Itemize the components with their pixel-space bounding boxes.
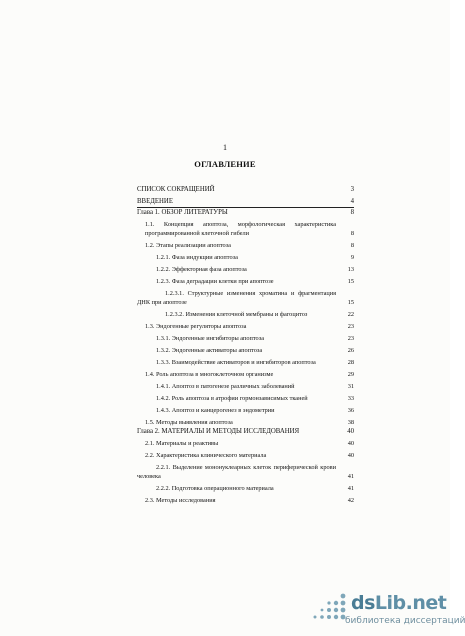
toc-entry-text: 2.2.1. Выделение мононуклеарных клеток периферической крови человека — [137, 464, 336, 481]
toc-entry-page: 3 — [350, 186, 354, 193]
toc-entry-page: 41 — [347, 473, 354, 481]
toc-entry-text: ВВЕДЕНИЕ — [137, 198, 173, 205]
dslib-watermark — [307, 592, 465, 632]
toc-entry[interactable] — [137, 220, 354, 238]
toc-entry[interactable] — [137, 394, 354, 403]
toc-entry-page: 13 — [347, 266, 354, 274]
toc-entry[interactable] — [137, 484, 354, 493]
toc-entry-page: 33 — [347, 395, 354, 403]
toc-entry-page: 40 — [347, 428, 354, 436]
toc-entry-text: 1.3. Эндогенные регуляторы апоптоза — [145, 323, 247, 331]
toc-entry-text: 1.4. Роль апоптоза в многоклеточном организме — [145, 371, 274, 379]
toc-entry-text: 1.2.2. Эффекторная фаза апоптоза — [156, 266, 247, 274]
toc-entry-page: 8 — [350, 230, 354, 238]
toc-entry-text: 1.4.1. Апоптоз в патогенезе различных заболеваний — [156, 383, 295, 391]
toc-entry-page: 41 — [347, 485, 354, 493]
toc-entry-page: 29 — [347, 371, 354, 379]
toc-entry[interactable] — [137, 334, 354, 343]
toc-entry-text: 1.3.3. Взаимодействие активаторов и ингибиторов апоптоза — [156, 359, 316, 367]
toc-entry-text: 2.3. Методы исследования — [145, 497, 216, 505]
toc-entry-text: 1.2.3.1. Структурные изменения хроматина и фрагментация ДНК при апоптозе — [137, 290, 336, 307]
toc-entry[interactable] — [137, 346, 354, 355]
toc-entry[interactable] — [137, 241, 354, 250]
toc-entry[interactable] — [137, 496, 354, 505]
toc-entry-text: 1.2.3.2. Изменения клеточной мембраны и фагоцитоз — [165, 311, 308, 319]
toc-entry[interactable] — [137, 322, 354, 331]
toc-entry[interactable] — [137, 208, 354, 217]
toc-entry-page: 23 — [347, 323, 354, 331]
toc-entry-text: 1.3.1. Эндогенные ингибиторы апоптоза — [156, 335, 264, 343]
toc-entry-page: 40 — [347, 440, 354, 448]
toc-entry-text: Глава 1. ОБЗОР ЛИТЕРАТУРЫ — [137, 209, 228, 217]
toc-entry[interactable] — [137, 382, 354, 391]
toc-entry[interactable] — [137, 277, 354, 286]
toc-entry[interactable] — [137, 253, 354, 262]
toc-entry-text: СПИСОК СОКРАЩЕНИЙ — [137, 186, 215, 193]
dslib-subtitle: библиотека диссертаций — [345, 616, 465, 626]
toc-entry[interactable] — [137, 463, 354, 481]
toc-entry-text: 1.4.3. Апоптоз и канцерогенез в эндометрии — [156, 407, 275, 415]
toc-entry-page: 15 — [347, 299, 354, 307]
toc-entry-text: 1.3.2. Эндогенные активаторы апоптоза — [156, 347, 263, 355]
toc-entry[interactable] — [137, 418, 354, 427]
toc-entry-text: Глава 2. МАТЕРИАЛЫ И МЕТОДЫ ИССЛЕДОВАНИЯ — [137, 428, 300, 436]
toc-entry[interactable] — [137, 406, 354, 415]
toc-entry[interactable] — [137, 451, 354, 460]
toc-entry-page: 38 — [347, 419, 354, 427]
toc-entry[interactable] — [137, 185, 354, 194]
toc-entry[interactable] — [137, 265, 354, 274]
toc-entry-page: 15 — [347, 278, 354, 286]
toc-entry-page: 8 — [350, 209, 354, 217]
toc-entry-text: 2.2.2. Подготовка операционного материала — [156, 485, 274, 493]
toc-entry-page: 40 — [347, 452, 354, 460]
toc-entry[interactable] — [137, 427, 354, 436]
toc-entry-page: 42 — [347, 497, 354, 505]
toc-entry-page: 31 — [347, 383, 354, 391]
toc-entry[interactable] — [137, 358, 354, 367]
toc-entry[interactable] — [137, 289, 354, 307]
toc-entry-text: 1.2. Этапы реализации апоптоза — [145, 242, 231, 250]
toc-entry-text: 2.2. Характеристика клинического материала — [145, 452, 267, 460]
toc-entry-page: 36 — [347, 407, 354, 415]
page-number: 1 — [223, 143, 227, 152]
toc-entry-page: 9 — [350, 254, 354, 262]
toc-entry[interactable] — [137, 197, 354, 206]
toc-entry-text: 1.1. Концепция апоптоза, морфологическая характеристика программированной клеточной гибели — [145, 221, 336, 238]
dslib-logo: dsLib.net — [351, 592, 447, 614]
toc-entry-text: 1.2.1. Фаза индукции апоптоза — [156, 254, 238, 262]
toc-entry-text: 2.1. Материалы и реактивы — [145, 440, 219, 448]
table-of-contents — [137, 185, 354, 505]
toc-entry-page: 28 — [347, 359, 354, 367]
toc-entry-text: 1.4.2. Роль апоптоза в атрофии гормонзависимых тканей — [156, 395, 308, 403]
toc-title: ОГЛАВЛЕНИЕ — [194, 159, 256, 169]
toc-entry-text: 1.5. Методы выявления апоптоза — [145, 419, 233, 427]
toc-entry-page: 4 — [350, 198, 354, 205]
toc-entry[interactable] — [137, 370, 354, 379]
toc-entry-page: 22 — [347, 311, 354, 319]
toc-entry-page: 8 — [350, 242, 354, 250]
toc-entry[interactable] — [137, 439, 354, 448]
toc-entry-text: 1.2.3. Фаза деградации клетки при апоптозе — [156, 278, 274, 286]
toc-entry-page: 26 — [347, 347, 354, 355]
toc-entry[interactable] — [137, 310, 354, 319]
toc-entry-page: 23 — [347, 335, 354, 343]
